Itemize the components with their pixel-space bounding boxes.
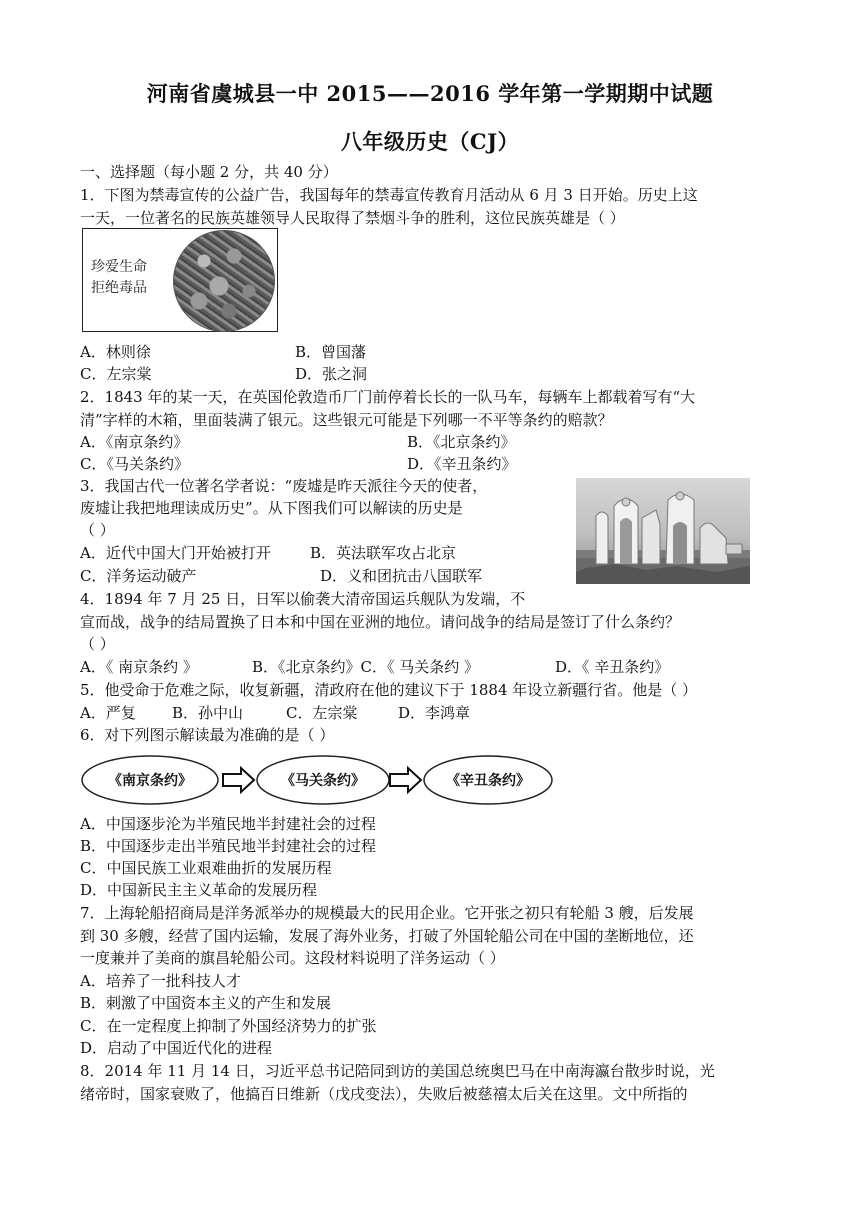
q2-option-b: B．《北京条约》 <box>407 433 516 451</box>
poster-text-line-1: 珍爱生命 <box>91 259 147 275</box>
treaty-label-2: 《马关条约》 <box>281 773 365 789</box>
question-8-line-1: 8．2014 年 11 月 14 日，习近平总书记陪同到访的美国总统奥巴马在中南海瀛台散步时说，光 <box>80 1062 715 1080</box>
q1-option-c: C．左宗棠 <box>80 365 152 383</box>
q3-option-c: C．洋务运动破产 <box>80 567 197 585</box>
question-3-line-1: 3．我国古代一位著名学者说：“废墟是昨天派往今天的使者， <box>80 477 488 495</box>
question-7-line-3: 一度兼并了美商的旗昌轮船公司。这段材料说明了洋务运动（ ） <box>80 949 505 967</box>
q4-option-a: A．《 南京条约 》 <box>80 658 198 676</box>
q3-option-b: B．英法联军攻占北京 <box>310 544 457 562</box>
question-8-line-2: 绪帝时，国家衰败了，他搞百日维新（戊戌变法），失败后被慈禧太后关在这里。文中所指的 <box>80 1085 688 1103</box>
q1-option-b: B．曾国藩 <box>295 343 367 361</box>
question-3-line-2: 废墟让我把地理读成历史”。从下图我们可以解读的历史是 <box>80 499 463 517</box>
arrow-right-icon <box>223 768 254 792</box>
q2-option-c: C．《马关条约》 <box>80 455 189 473</box>
question-5-line-1: 5．他受命于危难之际，收复新疆，清政府在他的建议下于 1884 年设立新疆行省。他是（ ） <box>80 681 698 699</box>
question-7-line-1: 7．上海轮船招商局是洋务派举办的规模最大的民用企业。它开张之初只有轮船 3 艘，后发展 <box>80 904 694 922</box>
poster-text <box>91 257 147 299</box>
treaty-label-3: 《辛丑条约》 <box>446 773 530 789</box>
q7-option-c: C．在一定程度上抑制了外国经济势力的扩张 <box>80 1017 377 1035</box>
q7-option-d: D．启动了中国近代化的进程 <box>80 1039 273 1057</box>
question-1-line-1: 1．下图为禁毒宣传的公益广告，我国每年的禁毒宣传教育月活动从 6 月 3 日开始。历史上这 <box>80 186 698 204</box>
q7-option-a: A．培养了一批科技人才 <box>80 972 241 990</box>
q7-option-b: B．刺激了中国资本主义的产生和发展 <box>80 994 332 1012</box>
q6-option-c: C．中国民族工业艰难曲折的发展历程 <box>80 859 332 877</box>
question-3-line-3: （ ） <box>80 521 115 539</box>
q3-option-a: A．近代中国大门开始被打开 <box>80 544 271 562</box>
question-6-line-1: 6．对下列图示解读最为准确的是（ ） <box>80 726 335 744</box>
question-1-line-2: 一天，一位著名的民族英雄领导人民取得了禁烟斗争的胜利，这位民族英雄是（ ） <box>80 209 625 227</box>
exam-title: 河南省虞城县一中 2015——2016 学年第一学期期中试题 <box>146 81 714 106</box>
q5-option-c: C．左宗棠 <box>286 704 358 722</box>
question-2-line-2: 清”字样的木箱，里面装满了银元。这些银元可能是下列哪一不平等条约的赔款？ <box>80 411 613 429</box>
q4-option-d: D．《 辛丑条约》 <box>555 658 670 676</box>
q5-option-a: A．严复 <box>80 704 136 722</box>
question-4-line-3: （ ） <box>80 635 115 653</box>
question-2-line-1: 2．1843 年的某一天，在英国伦敦造币厂门前停着长长的一队马车，每辆车上都载着写有“大 <box>80 388 696 406</box>
q4-option-b-c: B．《北京条约》C．《 马关条约 》 <box>252 658 480 676</box>
q6-option-d: D．中国新民主主义革命的发展历程 <box>80 881 318 899</box>
section-heading: 一、选择题（每小题 2 分，共 40 分） <box>80 163 338 181</box>
q6-option-a: A．中国逐步沦为半殖民地半封建社会的过程 <box>80 815 376 833</box>
q2-option-d: D．《辛丑条约》 <box>407 455 517 473</box>
poppy-field-photo <box>173 230 275 332</box>
poster-text-line-2: 拒绝毒品 <box>91 280 147 296</box>
q5-option-d: D．李鸿章 <box>398 704 471 722</box>
q1-option-d: D．张之洞 <box>295 365 368 383</box>
ruins-illustration <box>576 478 750 584</box>
question-4-line-1: 4．1894 年 7 月 25 日，日军以偷袭大清帝国运兵舰队为发端，不 <box>80 590 526 608</box>
treaty-label-1: 《南京条约》 <box>108 773 192 789</box>
anti-drug-poster-image <box>82 228 278 332</box>
q6-option-b: B．中国逐步走出半殖民地半封建社会的过程 <box>80 837 377 855</box>
arrow-right-icon <box>390 768 421 792</box>
question-7-line-2: 到 30 多艘，经营了国内运输，发展了海外业务，打破了外国轮船公司在中国的垄断地位，还 <box>80 927 694 945</box>
q2-option-a: A．《南京条约》 <box>80 433 189 451</box>
question-4-line-2: 宣而战，战争的结局置换了日本和中国在亚洲的地位。请问战争的结局是签订了什么条约？ <box>80 613 681 631</box>
q3-option-d: D．义和团抗击八国联军 <box>320 567 483 585</box>
treaty-sequence-diagram <box>80 750 560 810</box>
yuanmingyuan-ruins-photo <box>576 478 750 584</box>
q5-option-b: B．孙中山 <box>172 704 244 722</box>
q1-option-a: A．林则徐 <box>80 343 151 361</box>
exam-subtitle: 八年级历史（CJ） <box>340 129 520 154</box>
